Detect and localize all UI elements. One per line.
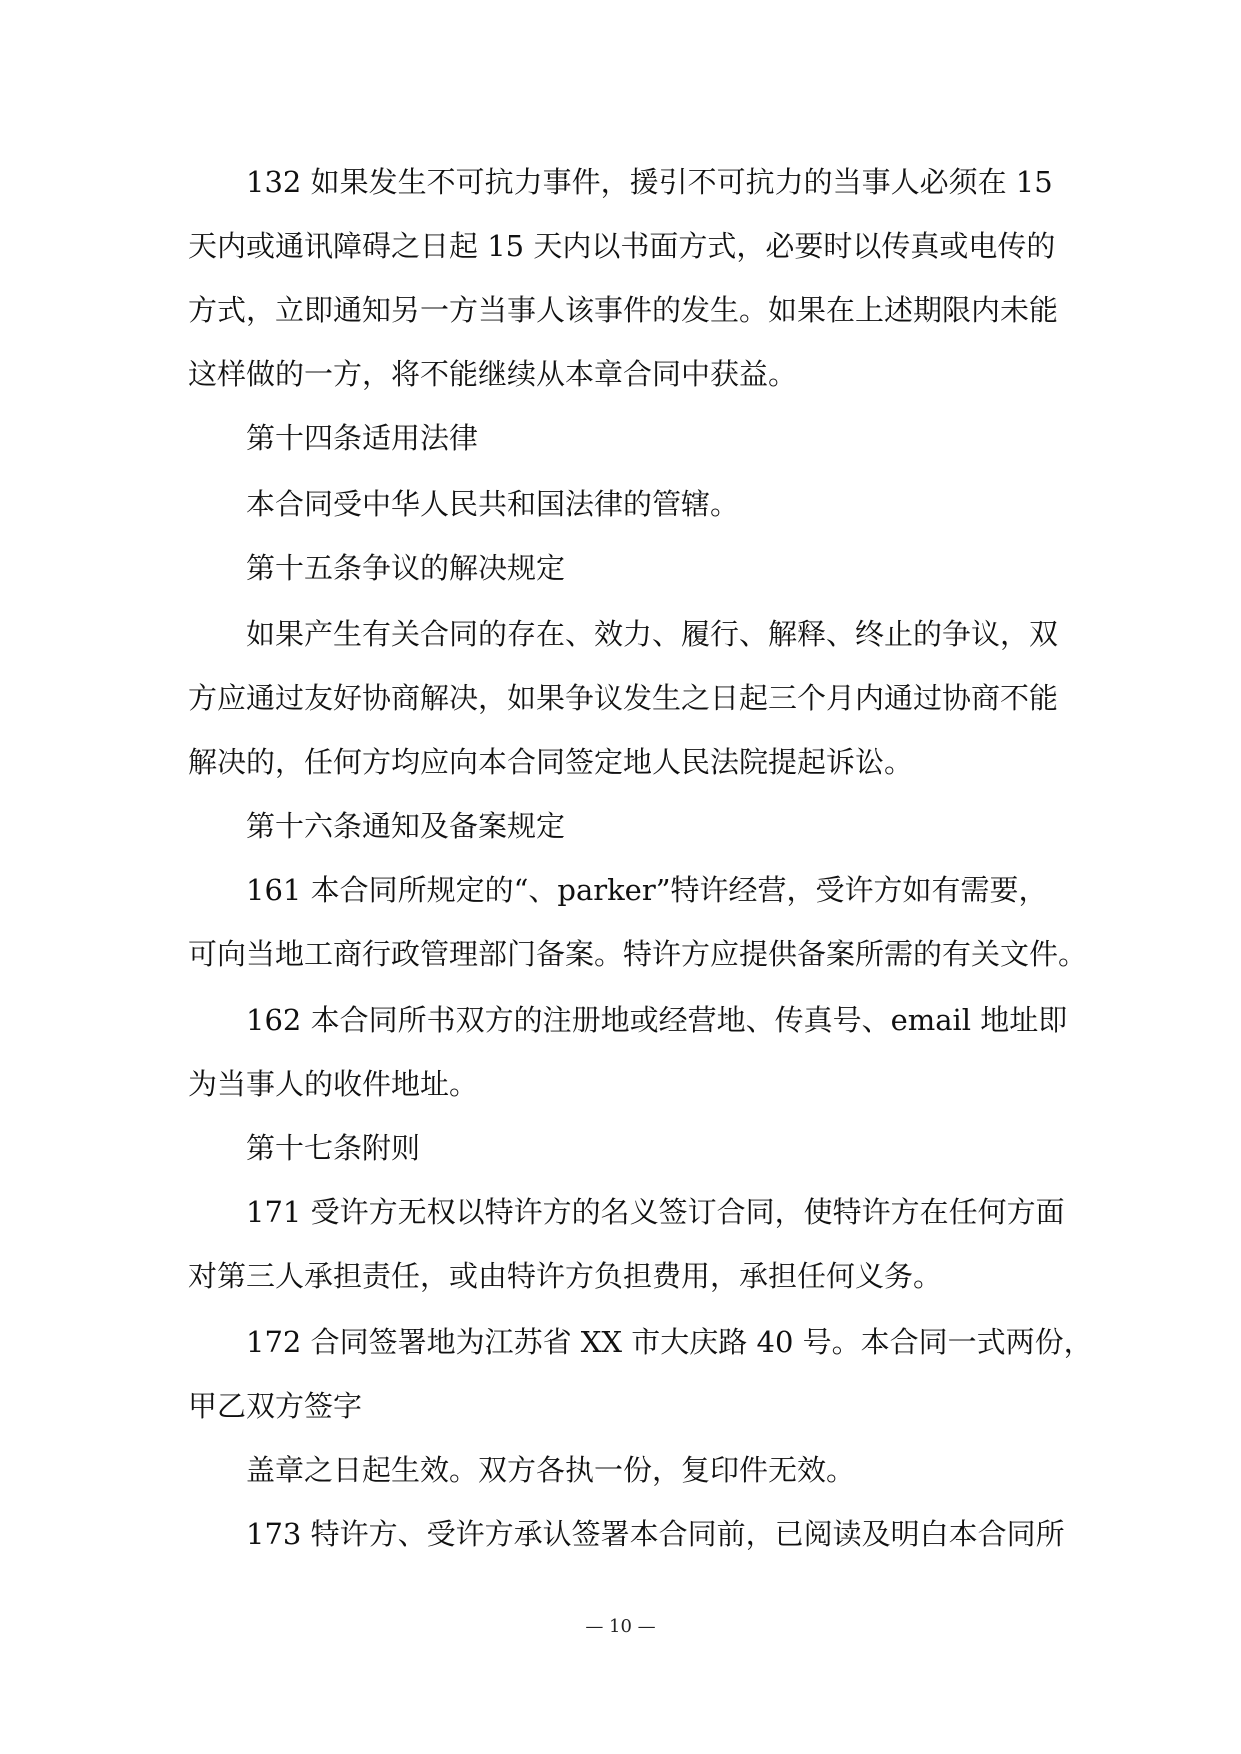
- paragraph-161-line-2: 可向当地工商行政管理部门备案。特许方应提供备案所需的有关文件。: [188, 937, 1088, 971]
- paragraph-132-line-2: 天内或通讯障碍之日起 15 天内以书面方式，必要时以传真或电传的: [188, 229, 1056, 263]
- article-15-line-1: 如果产生有关合同的存在、效力、履行、解释、终止的争议，双: [246, 617, 1059, 651]
- paragraph-172-line-2: 甲乙双方签字: [188, 1389, 363, 1423]
- paragraph-132-line-3: 方式，立即通知另一方当事人该事件的发生。如果在上述期限内未能: [188, 293, 1059, 327]
- article-14-text: 本合同受中华人民共和国法律的管辖。: [246, 487, 740, 521]
- article-17-heading: 第十七条附则: [246, 1131, 421, 1165]
- paragraph-172-line-1: 172 合同签署地为江苏省 XX 市大庆路 40 号。本合同一式两份，: [246, 1325, 1093, 1359]
- page-number: — 10 —: [585, 1616, 656, 1637]
- article-15-line-3: 解决的，任何方均应向本合同签定地人民法院提起诉讼。: [188, 745, 914, 779]
- paragraph-172-line-3: 盖章之日起生效。双方各执一份，复印件无效。: [246, 1453, 856, 1487]
- article-14-heading: 第十四条适用法律: [246, 421, 479, 455]
- paragraph-132-line-4: 这样做的一方，将不能继续从本章合同中获益。: [188, 357, 798, 391]
- paragraph-161-line-1: 161 本合同所规定的“、parker”特许经营，受许方如有需要，: [246, 873, 1048, 907]
- paragraph-171-line-1: 171 受许方无权以特许方的名义签订合同，使特许方在任何方面: [246, 1195, 1065, 1229]
- article-16-heading: 第十六条通知及备案规定: [246, 809, 566, 843]
- paragraph-171-line-2: 对第三人承担责任，或由特许方负担费用，承担任何义务。: [188, 1259, 943, 1293]
- article-15-line-2: 方应通过友好协商解决，如果争议发生之日起三个月内通过协商不能: [188, 681, 1059, 715]
- paragraph-173-line-1: 173 特许方、受许方承认签署本合同前，已阅读及明白本合同所: [246, 1517, 1065, 1551]
- paragraph-162-line-2: 为当事人的收件地址。: [188, 1067, 479, 1101]
- article-15-heading: 第十五条争议的解决规定: [246, 551, 566, 585]
- paragraph-162-line-1: 162 本合同所书双方的注册地或经营地、传真号、email 地址即: [246, 1003, 1068, 1037]
- paragraph-132-line-1: 132 如果发生不可抗力事件，援引不可抗力的当事人必须在 15: [246, 165, 1053, 199]
